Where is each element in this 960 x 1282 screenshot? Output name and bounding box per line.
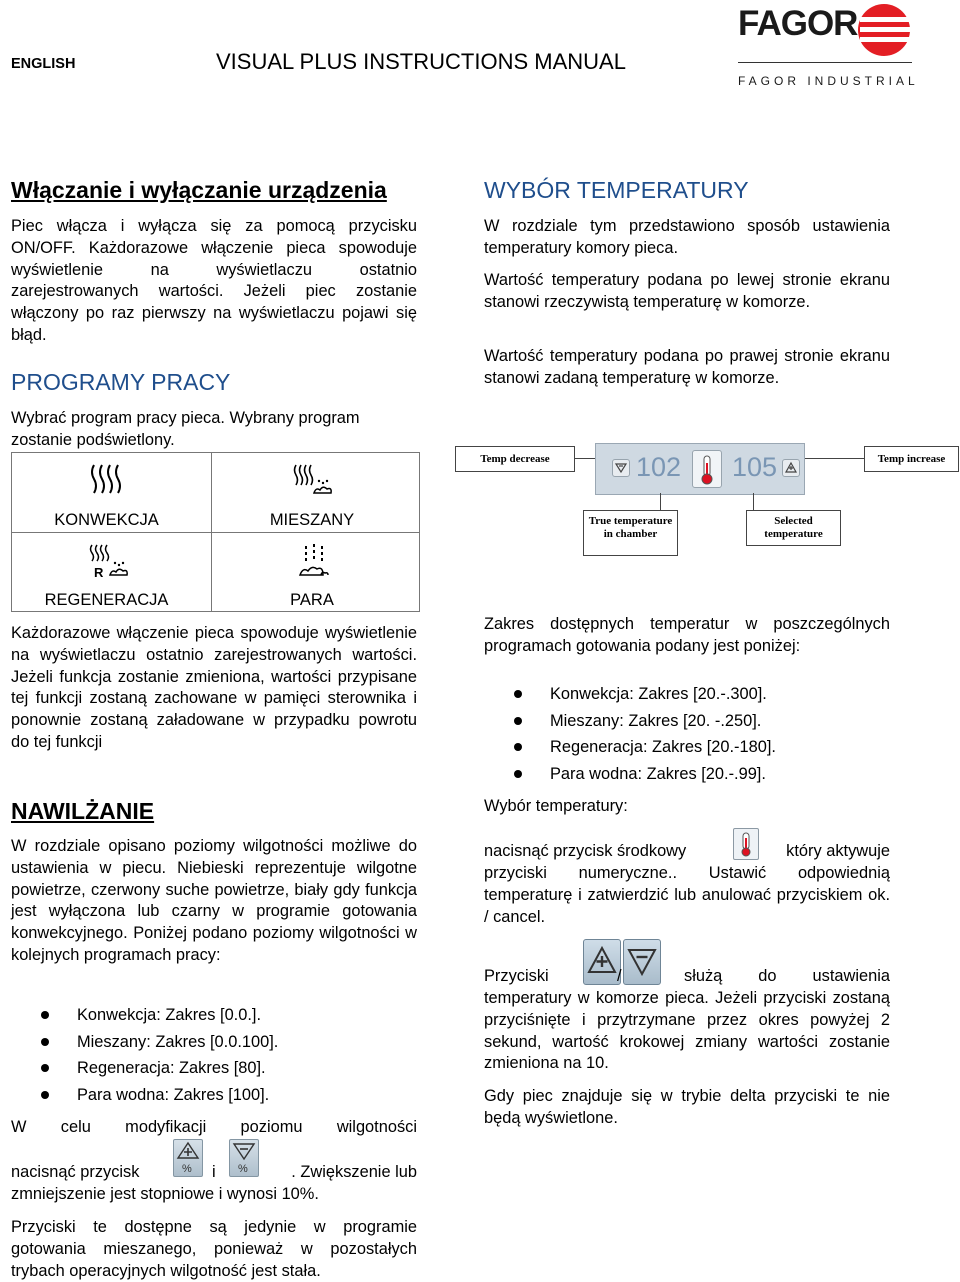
- temp-plus-button[interactable]: [583, 939, 621, 985]
- buttons-rest: temperatury w komorze pieca. Jeżeli przyciski zostaną przyciśnięte i przytrzymane przez okres powyżej 2 sekund, wartość krokowej zmiany wartości zostanie zmieniona na 10.: [484, 989, 890, 1073]
- callout-selected-temperature: Selected temperature: [746, 510, 841, 546]
- callout-temp-increase: Temp increase: [864, 446, 959, 472]
- selected-temperature-value: 105: [732, 452, 778, 482]
- ranges-intro: Zakres dostępnych temperatur w poszczególnych programach gotowania podany jest poniżej:: [484, 615, 890, 655]
- minus-triangle-icon: [624, 940, 660, 984]
- humidity-heading: NAWILŻANIE: [11, 798, 155, 824]
- onoff-text: Piec włącza i wyłącza się za pomocą przycisku ON/OFF. Każdorazowe włączenie pieca spowoduje wyświetlenie na wyświetlaczu ostatnio zarejestrowanych wartości. Jeżeli piec zostanie włączony po raz pierwszy na wyświetlaczu pojawi się błąd.: [11, 217, 417, 344]
- thermometer-icon: [693, 451, 721, 487]
- humidity-decrease-button[interactable]: [229, 1139, 259, 1177]
- press-central-b: który aktywuje: [786, 842, 890, 860]
- press-line-b: i: [212, 1163, 216, 1181]
- temperature-heading: WYBÓR TEMPERATURY: [484, 177, 749, 203]
- buttons-b: służą do ustawienia: [684, 967, 890, 985]
- triangle-up-icon: [783, 460, 799, 476]
- mixed-icon: [290, 463, 336, 497]
- humidity-minus-icon: [230, 1140, 258, 1176]
- modify-line: W celu modyfikacji poziomu wilgotności: [11, 1118, 417, 1136]
- humidity-note: Przyciski te dostępne są jedynie w programie gotowania mieszanego, ponieważ w pozostałych trybach operacyjnych wilgotność jest stała.: [11, 1218, 417, 1280]
- program-grid: [11, 452, 420, 612]
- humidity-increase-button[interactable]: [173, 1139, 203, 1177]
- temperature-p1: W rozdziale tym przedstawiono sposób ustawienia temperatury komory pieca.: [484, 217, 890, 257]
- temperature-p3: Wartość temperatury podana po prawej stronie ekranu stanowi zadaną temperaturę w komorze.: [484, 347, 890, 387]
- list-item: Konwekcja: Zakres [20.-.300].: [484, 681, 890, 708]
- svg-text:%: %: [238, 1163, 248, 1175]
- list-item: Mieszany: Zakres [0.0.100].: [11, 1029, 417, 1056]
- programs-heading: PROGRAMY PRACY: [11, 369, 231, 395]
- onoff-heading: Włączanie i wyłączanie urządzenia: [11, 177, 387, 203]
- temp-decrease-button[interactable]: [612, 459, 630, 477]
- language-label: ENGLISH: [11, 56, 76, 72]
- list-item: Mieszany: Zakres [20. -.250].: [484, 708, 890, 735]
- thermometer-key[interactable]: [733, 828, 759, 860]
- press-central-a: nacisnąć przycisk środkowy: [484, 842, 687, 860]
- select-label: Wybór temperatury:: [484, 797, 628, 815]
- program-label: MIESZANY: [269, 511, 355, 529]
- program-label: KONWEKCJA: [54, 511, 159, 529]
- temperature-display: [595, 443, 805, 495]
- brand-name: FAGOR: [738, 4, 858, 43]
- fagor-emblem-icon: [854, 2, 914, 58]
- true-temperature-value: 102: [636, 452, 682, 482]
- brand-subtitle: FAGOR INDUSTRIAL: [738, 74, 919, 88]
- delta-text: Gdy piec znajduje się w trybie delta przyciski te nie będą wyświetlone.: [484, 1087, 890, 1127]
- callout-true-temperature: True temperature in chamber: [583, 510, 678, 556]
- press-line-c: . Zwiększenie lub: [291, 1163, 417, 1181]
- fagor-logo: [738, 2, 919, 90]
- thermometer-icon: [734, 829, 758, 859]
- list-item: Para wodna: Zakres [100].: [11, 1082, 417, 1109]
- temperature-p2: Wartość temperatury podana po lewej stronie ekranu stanowi rzeczywistą temperaturę w komorze.: [484, 271, 890, 311]
- temperature-ranges: [484, 681, 890, 787]
- program-regeneration[interactable]: [12, 533, 211, 611]
- program-mixed[interactable]: [212, 453, 419, 532]
- buttons-slash: /: [617, 967, 622, 985]
- convection-icon: [88, 463, 124, 497]
- temp-minus-button[interactable]: [623, 939, 661, 985]
- svg-text:R: R: [94, 565, 104, 579]
- callout-temp-decrease: Temp decrease: [455, 446, 575, 472]
- list-item: Regeneracja: Zakres [20.-180].: [484, 734, 890, 761]
- programs-note: Każdorazowe włączenie pieca spowoduje wyświetlenie na wyświetlaczu ostatnio zarejestrowanych wartości. Jeżeli funkcja zostanie zmieniona, wartości przypisane tej funkcji zostaną zachowane w pamięci sterownika i ponownie zostaną załadowane w przypadku powrotu do tej funkcji: [11, 624, 417, 751]
- buttons-a: Przyciski: [484, 967, 549, 985]
- programs-text: Wybrać program pracy pieca. Wybrany program zostanie podświetlony.: [11, 409, 360, 449]
- press-central-rest: przyciski numeryczne.. Ustawić odpowiednią temperaturę i zatwierdzić lub anulować przyciskiem ok. / cancel.: [484, 864, 890, 926]
- humidity-plus-icon: [174, 1140, 202, 1176]
- program-steam[interactable]: [212, 533, 419, 611]
- press-line-a: nacisnąć przycisk: [11, 1163, 140, 1181]
- humidity-text: W rozdziale opisano poziomy wilgotności możliwe do ustawienia w piecu. Niebieski reprezentuje wilgotne powietrze, czerwony suche powietrze, biały gdy funkcja jest wyłączona lub czarny w programie gotowania konwekcyjnego. Poniżej podano poziomy wilgotności w kolejnych programach pracy:: [11, 837, 417, 964]
- list-item: Regeneracja: Zakres [80].: [11, 1055, 417, 1082]
- temp-increase-button[interactable]: [782, 459, 800, 477]
- triangle-down-icon: [613, 460, 629, 476]
- svg-text:%: %: [182, 1163, 192, 1175]
- manual-title: VISUAL PLUS INSTRUCTIONS MANUAL: [216, 49, 626, 74]
- list-item: Para wodna: Zakres [20.-.99].: [484, 761, 890, 788]
- list-item: Konwekcja: Zakres [0.0.].: [11, 1002, 417, 1029]
- plus-triangle-icon: [584, 940, 620, 984]
- steam-icon: [296, 543, 332, 579]
- press-line-tail: zmniejszenie jest stopniowe i wynosi 10%.: [11, 1185, 319, 1203]
- humidity-ranges: [11, 1002, 417, 1108]
- program-label: PARA: [290, 591, 334, 609]
- program-label: REGENERACJA: [44, 591, 169, 609]
- program-convection[interactable]: [12, 453, 211, 532]
- regeneration-icon: [88, 543, 134, 579]
- thermometer-button[interactable]: [692, 450, 722, 488]
